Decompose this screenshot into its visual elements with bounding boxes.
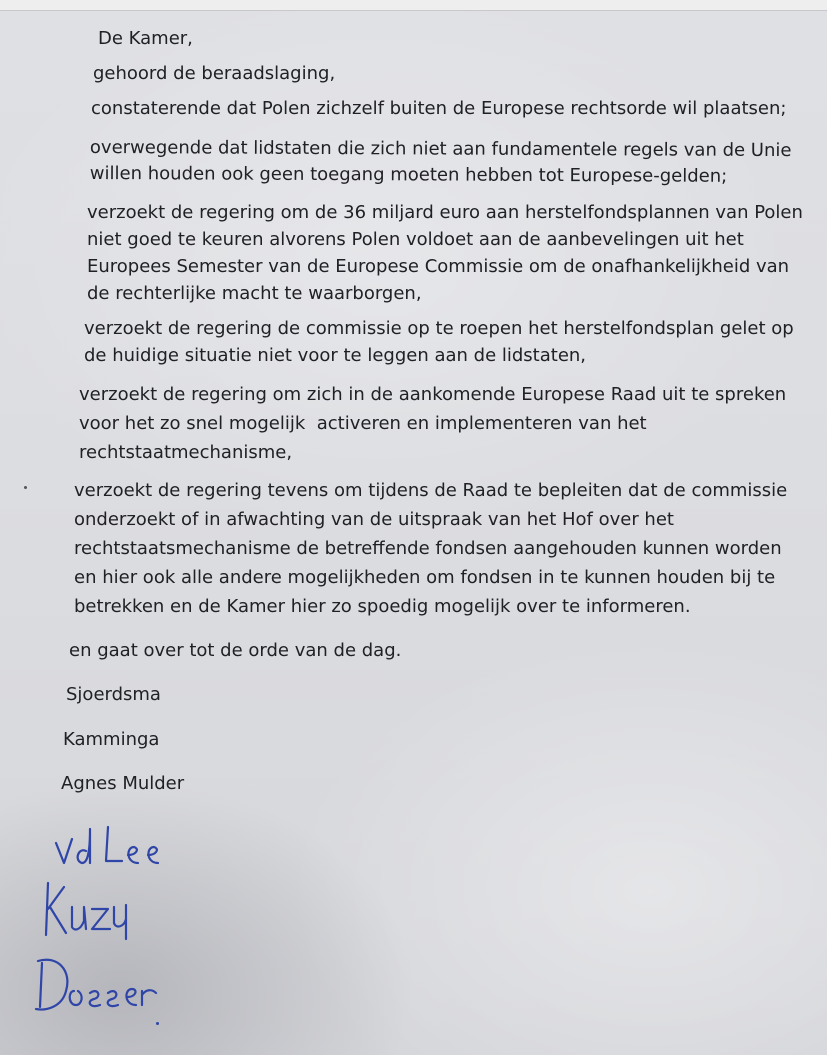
request-2: verzoekt de regering de commissie op te roepen het herstelfondsplan gelet op de huidige situatie niet voor te leggen aan de lidstaten, [84, 318, 794, 366]
request-3: verzoekt de regering om zich in de aankomende Europese Raad uit te spreken voor het zo snel mogelijk activeren en implementeren van het rechtstaatmechanisme, [79, 384, 787, 463]
request-1: verzoekt de regering om de 36 miljard euro aan herstelfondsplannen van Polen niet goed te keuren alvorens Polen voldoet aan de aanbevelingen uit het Europees Semester van de Europese Commissie om de onafhankelijkheid van de rechterlijke macht te waarborgen, [87, 202, 803, 304]
handwritten-signature-dassen [28, 951, 168, 1023]
consideration-1: constaterende dat Polen zichzelf buiten de Europese rechtsorde wil plaatsen; [91, 98, 787, 119]
typed-signatory-3: Agnes Mulder [61, 773, 185, 794]
consideration-2: overwegende dat lidstaten die zich niet aan fundamentele regels van de Unie willen houden ook geen toegang moeten hebben tot Europese-gelden; [89, 136, 792, 187]
request-4: verzoekt de regering tevens om tijdens de Raad te bepleiten dat de commissie onderzoekt of in afwachting van de uitspraak van het Hof over het rechtstaatsmechanisme de betreffende fondsen aangehouden kunnen worden en hier ook alle andere mogelijkheden om fondsen in te kunnen houden bij te betrekken en de Kamer hier zo spoedig mogelijk over te informeren. [74, 480, 788, 617]
preamble: gehoord de beraadslaging, [93, 63, 336, 84]
handwritten-signature-vd-lee [50, 821, 170, 871]
salutation: De Kamer, [98, 28, 193, 49]
typed-signatory-2: Kamminga [63, 729, 160, 750]
scanned-motion-page [0, 11, 827, 1055]
ink-dot [156, 1022, 159, 1025]
typed-signatory-1: Sjoerdsma [66, 684, 161, 705]
speck [24, 486, 27, 489]
top-bar [0, 0, 827, 11]
handwritten-signature-kuzu [40, 879, 140, 941]
closing-line: en gaat over tot de orde van de dag. [69, 640, 402, 661]
